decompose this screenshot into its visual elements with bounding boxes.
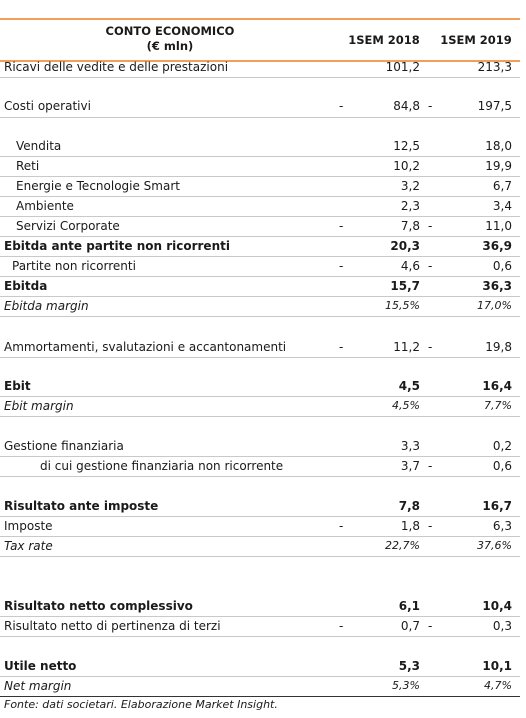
value-2019: 213,3: [477, 60, 512, 74]
sign-2018: -: [339, 219, 344, 233]
row-label: Imposte: [4, 519, 53, 533]
sign-2019: -: [428, 99, 433, 113]
value-2018: 2,3: [400, 199, 420, 213]
value-2019: 0,6: [492, 459, 512, 473]
value-2018: 7,8: [398, 499, 420, 513]
row-divider: [0, 636, 520, 637]
value-2019: 6,7: [492, 179, 512, 193]
value-2019: 19,8: [485, 340, 512, 354]
row-label: Utile netto: [4, 659, 77, 673]
row-label: Ebit margin: [4, 399, 74, 413]
value-2019: 36,3: [482, 279, 512, 293]
row-ambiente: [0, 196, 526, 216]
value-2018: 20,3: [390, 239, 420, 253]
row-label: Ambiente: [16, 199, 74, 213]
row-divider: [0, 357, 520, 358]
source-note: Fonte: dati societari. Elaborazione Market Insight.: [4, 698, 278, 711]
row-label: Costi operativi: [4, 99, 91, 113]
value-2018: 84,8: [393, 99, 420, 113]
value-2019: 16,7: [482, 499, 512, 513]
value-2018: 5,3%: [392, 679, 420, 692]
value-2018: 15,7: [390, 279, 420, 293]
row-label: Net margin: [4, 679, 72, 693]
row-gestione-non-ricorrente: [0, 456, 526, 476]
sign-2018: -: [339, 519, 344, 533]
row-label: Risultato netto complessivo: [4, 599, 193, 613]
row-label: di cui gestione finanziaria non ricorrente: [40, 459, 284, 473]
row-energie: [0, 176, 526, 196]
table-header: [0, 18, 520, 62]
value-2019: 4,7%: [484, 679, 512, 692]
value-2018: 3,3: [400, 439, 420, 453]
row-label: Risultato ante imposte: [4, 499, 159, 513]
sign-2018: -: [339, 99, 344, 113]
sign-2019: -: [428, 619, 433, 633]
value-2018: 7,8: [400, 219, 420, 233]
sign-2019: -: [428, 259, 433, 273]
value-2018: 15,5%: [385, 299, 420, 312]
row-ebitda: [0, 276, 526, 296]
row-divider: [0, 316, 520, 317]
row-ebitda-margin: [0, 296, 526, 316]
value-2019: 18,0: [485, 139, 512, 153]
value-2019: 0,2: [492, 439, 512, 453]
value-2018: 10,2: [393, 159, 420, 173]
value-2019: 36,9: [482, 239, 512, 253]
value-2018: 1,8: [400, 519, 420, 533]
value-2018: 22,7%: [385, 539, 420, 552]
row-label: Ebitda: [4, 279, 48, 293]
column-header-2019: 1SEM 2019: [440, 33, 512, 47]
sign-2018: -: [339, 259, 344, 273]
row-label: Reti: [16, 159, 40, 173]
sign-2018: -: [339, 340, 344, 354]
row-label: Servizi Corporate: [16, 219, 120, 233]
value-2018: 3,2: [400, 179, 420, 193]
row-net-margin: [0, 676, 526, 696]
sign-2019: -: [428, 219, 433, 233]
row-utile-netto: [0, 656, 526, 676]
row-risultato-terzi: [0, 616, 526, 636]
sign-2019: -: [428, 459, 433, 473]
value-2019: 0,3: [492, 619, 512, 633]
row-ebit: [0, 376, 526, 396]
row-divider: [0, 77, 520, 78]
row-label: Ebitda margin: [4, 299, 89, 313]
table-bottom-border: [0, 696, 520, 697]
value-2019: 10,4: [482, 599, 512, 613]
row-label: Gestione finanziaria: [4, 439, 124, 453]
row-divider: [0, 556, 520, 557]
sign-2019: -: [428, 519, 433, 533]
row-label: Tax rate: [4, 539, 53, 553]
value-2019: 0,6: [492, 259, 512, 273]
row-label: Energie e Tecnologie Smart: [16, 179, 180, 193]
row-label: Ammortamenti, svalutazioni e accantonamenti: [4, 340, 287, 354]
value-2018: 0,7: [400, 619, 420, 633]
value-2019: 6,3: [492, 519, 512, 533]
value-2019: 7,7%: [484, 399, 512, 412]
value-2019: 17,0%: [477, 299, 512, 312]
table-title: CONTO ECONOMICO: [105, 24, 235, 38]
row-ebit-margin: [0, 396, 526, 416]
row-gestione-finanziaria: [0, 436, 526, 456]
row-label: Ebit: [4, 379, 31, 393]
value-2018: 5,3: [398, 659, 420, 673]
row-divider: [0, 416, 520, 417]
value-2019: 197,5: [477, 99, 512, 113]
row-servizi-corporate: [0, 216, 526, 236]
value-2019: 16,4: [482, 379, 512, 393]
row-vendita: [0, 136, 526, 156]
value-2018: 101,2: [385, 60, 420, 74]
row-divider: [0, 117, 520, 118]
table-unit: (€ mln): [146, 39, 194, 53]
row-label: Risultato netto di pertinenza di terzi: [4, 619, 221, 633]
row-reti: [0, 156, 526, 176]
row-label: Ricavi delle vedite e delle prestazioni: [4, 60, 229, 74]
row-risultato-ante-imposte: [0, 496, 526, 516]
row-ricavi: [0, 57, 526, 77]
row-divider: [0, 476, 520, 477]
value-2018: 6,1: [398, 599, 420, 613]
row-tax-rate: [0, 536, 526, 556]
value-2018: 4,5%: [392, 399, 420, 412]
row-partite-non-ricorrenti: [0, 256, 526, 276]
sign-2019: -: [428, 340, 433, 354]
row-label: Ebitda ante partite non ricorrenti: [4, 239, 230, 253]
value-2019: 37,6%: [477, 539, 512, 552]
value-2019: 3,4: [492, 199, 512, 213]
row-label: Partite non ricorrenti: [12, 259, 136, 273]
value-2019: 10,1: [482, 659, 512, 673]
row-risultato-netto-complessivo: [0, 596, 526, 616]
row-label: Vendita: [16, 139, 62, 153]
sign-2018: -: [339, 619, 344, 633]
value-2019: 11,0: [485, 219, 512, 233]
value-2018: 3,7: [400, 459, 420, 473]
value-2019: 19,9: [485, 159, 512, 173]
value-2018: 4,5: [398, 379, 420, 393]
row-imposte: [0, 516, 526, 536]
value-2018: 4,6: [400, 259, 420, 273]
column-header-2018: 1SEM 2018: [348, 33, 420, 47]
row-ebitda-ante: [0, 236, 526, 256]
row-costi-operativi: [0, 96, 526, 116]
row-ammortamenti: [0, 337, 526, 357]
value-2018: 12,5: [393, 139, 420, 153]
value-2018: 11,2: [393, 340, 420, 354]
